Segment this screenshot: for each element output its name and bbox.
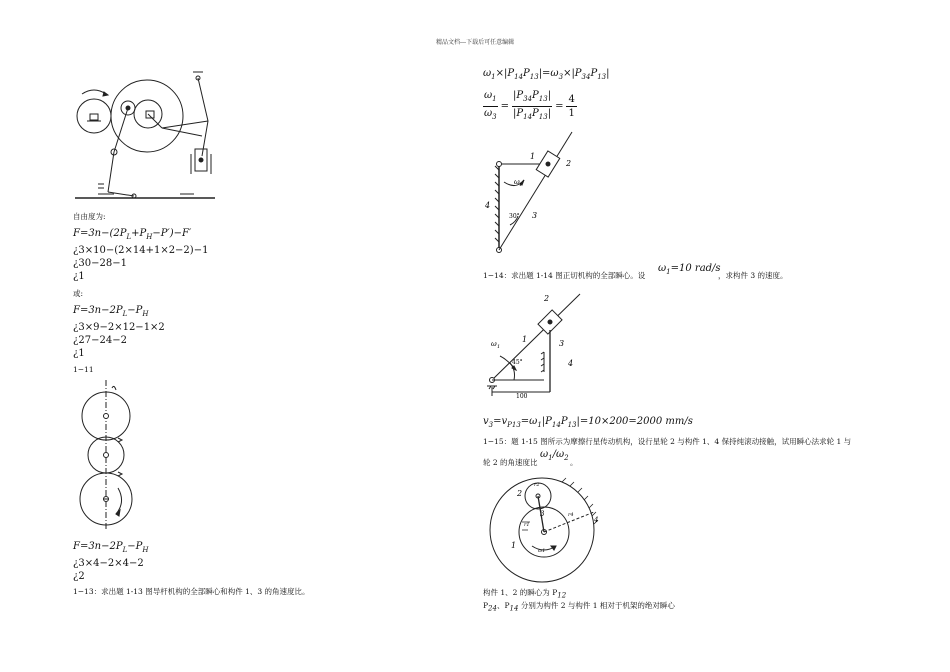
fig115-label-3: 3	[540, 510, 545, 518]
ratio-omega: $\omega_1/\omega_2$	[540, 449, 569, 462]
dof-line: ¿1	[73, 271, 85, 282]
ratio-numerator: $\omega_1$	[483, 89, 498, 107]
v3-equation: $v_3=v_{P13}=\omega_1|P_{14}P_{13}|=10\times 200=2000$ mm/s	[483, 416, 693, 429]
or-label: 或:	[73, 289, 84, 298]
or-line: ¿27−24−2	[73, 335, 127, 346]
f111-line: $F=3n-2P_L-P_H$	[73, 541, 149, 554]
ratio-mid-denominator: $|P_{14}P_{13}|$	[513, 107, 552, 121]
instant-center-text-2: $P_{24}$、$P_{14}$ 分别为构件 2 与构件 1 相对于机架的绝对瞬心	[483, 601, 675, 613]
fig115-omega1: ω1	[538, 548, 546, 554]
problem-1-11-label: 1−11	[73, 365, 94, 374]
figure-1-13-guide-bar	[480, 130, 580, 258]
dof-line: ¿30−28−1	[73, 258, 127, 269]
dof-line: ¿3×10−(2×14+1×2−2)−1	[73, 245, 209, 256]
ratio-rhs-numerator: 4	[568, 93, 575, 105]
fig114-angle: 45°	[512, 359, 523, 366]
fig114-label-3: 3	[559, 339, 565, 348]
dof-line: $F=3n-(2P_L+P_H-P')-F'$	[73, 228, 192, 241]
or-equations	[73, 304, 165, 360]
fig114-label-2: 2	[544, 294, 550, 303]
f111-line: ¿3×4−2×4−2	[73, 558, 144, 569]
fig114-dimension: 100	[516, 393, 528, 400]
fig113-omega: ω	[514, 178, 520, 186]
fig113-label-3: 3	[532, 211, 538, 220]
fig113-omega-sub: 1	[519, 182, 523, 188]
fig113-angle: 30°	[509, 213, 520, 220]
fig115-r1: r1	[524, 522, 530, 528]
omega-value: $\omega_1=10$ rad/s	[658, 263, 721, 276]
dof-equations	[73, 227, 208, 283]
figure-1-11-wheels	[72, 380, 142, 530]
problem-1-15-text-c: 。	[570, 458, 578, 467]
ratio-rhs-denominator: 1	[568, 107, 575, 119]
page-header: 精品文档---下载后可任意编辑	[436, 39, 515, 46]
fig114-label-4: 4	[568, 359, 574, 368]
fig115-r2: r2	[534, 482, 540, 488]
ratio-mid-numerator: $|P_{34}P_{13}|$	[512, 89, 552, 107]
fig114-omega: ω	[491, 340, 497, 348]
fig113-label-2: 2	[566, 159, 572, 168]
f-1-11-equations	[73, 540, 148, 583]
fig115-label-4: 4	[594, 516, 599, 524]
or-line: ¿3×9−2×12−1×2	[73, 322, 165, 333]
dof-label: 自由度为:	[73, 212, 106, 221]
fig113-label-1: 1	[530, 152, 536, 161]
fig113-label-4: 4	[485, 201, 491, 210]
fig115-r4: r4	[568, 512, 574, 518]
or-line: $F=3n-2P_L-P_H$	[73, 305, 149, 318]
figure-1-14-tangent-mechanism	[484, 290, 584, 402]
figure-1-15-planetary	[484, 474, 614, 584]
instant-center-text-1: 构件 1、2 的瞬心为 $P_{12}$	[483, 588, 567, 600]
ratio-denominator: $\omega_3$	[484, 107, 497, 121]
angular-velocity-equation: $\omega_1\times|P_{14}P_{13}|=\omega_3\times|P_{34}P_{13}|$	[483, 68, 610, 81]
problem-1-14-text-a: 1−14：求出题 1-14 图正切机构的全部瞬心。设	[483, 271, 646, 280]
problem-1-15-text-b: 轮 2 的角速度比	[483, 458, 538, 467]
or-line: ¿1	[73, 348, 85, 359]
problem-1-13-text: 1−13：求出题 1-13 图导杆机构的全部瞬心和构件 1、3 的角速度比。	[73, 587, 310, 596]
problem-1-15-text-a: 1−15：题 1-15 图所示为摩擦行星传动机构，设行星轮 2 与构件 1、4 保持纯滚动接触，试用瞬心法求轮 1 与	[483, 437, 852, 446]
linkage-mechanism-figure	[70, 66, 220, 206]
fig115-label-1: 1	[511, 541, 517, 550]
fig115-label-2: 2	[517, 489, 523, 498]
problem-1-14-text-b: ，求构件 3 的速度。	[718, 271, 788, 280]
fig114-omega-sub: 1	[497, 344, 501, 350]
ratio-equation: $\frac{\omega_1}{\omega_3}$ = $\frac{|P_{34}P_{13}|}{|P_{14}P_{13}|}$ = $\frac{4}{1}$	[483, 92, 577, 120]
f111-line: ¿2	[73, 571, 85, 582]
fig114-label-1: 1	[522, 335, 528, 344]
